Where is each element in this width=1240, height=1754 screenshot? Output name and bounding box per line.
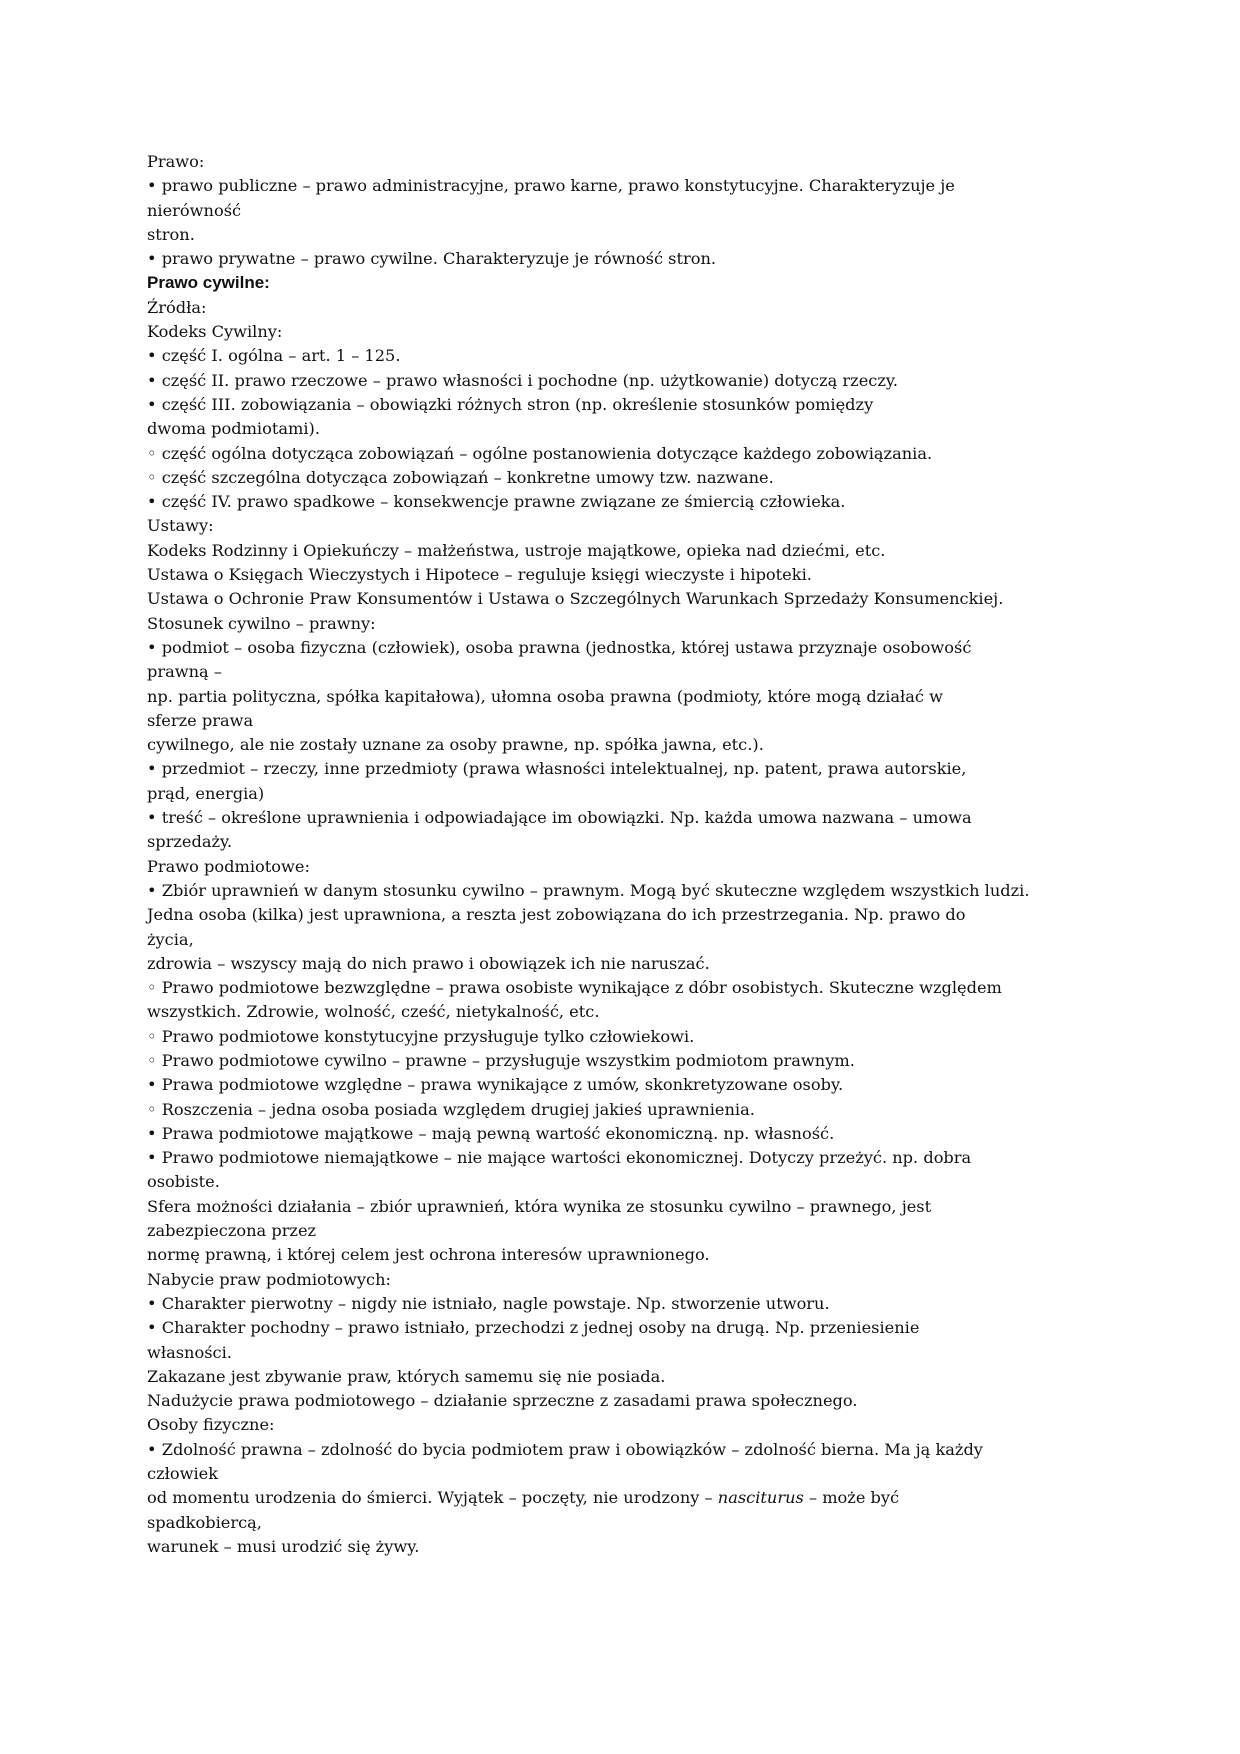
list-item: • Prawo podmiotowe niemajątkowe – nie mające wartości ekonomicznej. Dotyczy przeżyć. np. dobra <box>147 1148 972 1168</box>
text-line: Ustawa o Księgach Wieczystych i Hipotece – reguluje księgi wieczyste i hipoteki. <box>147 565 812 585</box>
section-heading-prawo-cywilne: Prawo cywilne: <box>147 273 270 293</box>
sub-list-item: ◦ Prawo podmiotowe cywilno – prawne – przysługuje wszystkim podmiotom prawnym. <box>147 1050 855 1070</box>
sub-list-item: ◦ Prawo podmiotowe bezwzględne – prawa osobiste wynikające z dóbr osobistych. Skuteczne względem <box>147 978 1002 998</box>
document-page <box>147 150 1087 1559</box>
list-item: • Prawa podmiotowe majątkowe – mają pewną wartość ekonomiczną. np. własność. <box>147 1123 835 1143</box>
text-line-nasciturus <box>147 1486 1087 1510</box>
text-line: Zakazane jest zbywanie praw, których samemu się nie posiada. <box>147 1366 666 1386</box>
list-item: • część IV. prawo spadkowe – konsekwencje prawne związane ze śmiercią człowieka. <box>147 492 846 512</box>
list-item: • prawo publiczne – prawo administracyjne, prawo karne, prawo konstytucyjne. Charakteryzuje je <box>147 176 955 196</box>
text-line: prawną – <box>147 662 222 682</box>
subheading-prawo-podmiotowe: Prawo podmiotowe: <box>147 856 310 876</box>
text-line: nierówność <box>147 200 242 220</box>
text-line: np. partia polityczna, spółka kapitałowa), ułomna osoba prawna (podmioty, które mogą działać w <box>147 686 943 706</box>
text-segment: – może być <box>803 1488 900 1508</box>
subheading-ustawy: Ustawy: <box>147 516 214 536</box>
section-heading-prawo: Prawo: <box>147 152 205 171</box>
list-item: • Charakter pierwotny – nigdy nie istniało, nagle powstaje. Np. stworzenie utworu. <box>147 1293 830 1313</box>
sub-list-item: ◦ część szczególna dotycząca zobowiązań – konkretne umowy tzw. nazwane. <box>147 467 774 487</box>
text-line: sprzedaży. <box>147 832 233 852</box>
text-line: prąd, energia) <box>147 783 265 803</box>
text-line: sferze prawa <box>147 710 254 730</box>
text-line: spadkobiercą, <box>147 1512 262 1532</box>
italic-term: nasciturus <box>717 1488 804 1508</box>
text-line: dwoma podmiotami). <box>147 419 320 439</box>
list-item: • przedmiot – rzeczy, inne przedmioty (prawa własności intelektualnej, np. patent, prawa autorskie, <box>147 759 967 779</box>
subheading-zrodla: Źródła: <box>147 297 207 317</box>
sub-list-item: ◦ część ogólna dotycząca zobowiązań – ogólne postanowienia dotyczące każdego zobowiązania. <box>147 443 933 463</box>
text-line: Sfera możności działania – zbiór uprawnień, która wynika ze stosunku cywilno – prawnego, jest <box>147 1196 932 1216</box>
text-line: stron. <box>147 224 195 244</box>
list-item: • Zbiór uprawnień w danym stosunku cywilno – prawnym. Mogą być skuteczne względem wszystkich ludzi. <box>147 880 1030 900</box>
list-item: • część III. zobowiązania – obowiązki różnych stron (np. określenie stosunków pomiędzy <box>147 394 874 414</box>
list-item: • treść – określone uprawnienia i odpowiadające im obowiązki. Np. każda umowa nazwana – umowa <box>147 808 972 828</box>
text-line: cywilnego, ale nie zostały uznane za osoby prawne, np. spółka jawna, etc.). <box>147 735 764 755</box>
text-segment: od momentu urodzenia do śmierci. Wyjątek – poczęty, nie urodzony – <box>147 1488 718 1508</box>
subheading-osoby-fizyczne: Osoby fizyczne: <box>147 1415 275 1435</box>
text-line: normę prawną, i której celem jest ochrona interesów uprawnionego. <box>147 1245 710 1265</box>
list-item: • Zdolność prawna – zdolność do bycia podmiotem praw i obowiązków – zdolność bierna. Ma ją każdy <box>147 1439 983 1459</box>
text-line: warunek – musi urodzić się żywy. <box>147 1536 420 1556</box>
subheading-kodeks-cywilny: Kodeks Cywilny: <box>147 322 283 342</box>
list-item: • część I. ogólna – art. 1 – 125. <box>147 346 401 366</box>
sub-list-item: ◦ Roszczenia – jedna osoba posiada względem drugiej jakieś uprawnienia. <box>147 1099 755 1119</box>
list-item: • podmiot – osoba fizyczna (człowiek), osoba prawna (jednostka, której ustawa przyznaje osobowość <box>147 637 972 657</box>
list-item: • Prawa podmiotowe względne – prawa wynikające z umów, skonkretyzowane osoby. <box>147 1075 844 1095</box>
text-line: wszystkich. Zdrowie, wolność, cześć, nietykalność, etc. <box>147 1002 600 1022</box>
text-line: życia, <box>147 929 194 949</box>
text-line: Jedna osoba (kilka) jest uprawniona, a reszta jest zobowiązana do ich przestrzegania. Np. prawo do <box>147 905 966 925</box>
subheading-stosunek: Stosunek cywilno – prawny: <box>147 613 376 633</box>
text-line: Nadużycie prawa podmiotowego – działanie sprzeczne z zasadami prawa społecznego. <box>147 1391 858 1411</box>
subheading-nabycie: Nabycie praw podmiotowych: <box>147 1269 391 1289</box>
text-line: Kodeks Rodzinny i Opiekuńczy – małżeństwa, ustroje majątkowe, opieka nad dziećmi, etc. <box>147 540 886 560</box>
text-line: osobiste. <box>147 1172 220 1192</box>
text-line: Ustawa o Ochronie Praw Konsumentów i Ustawa o Szczególnych Warunkach Sprzedaży Konsumenckiej. <box>147 589 1004 609</box>
list-item: • Charakter pochodny – prawo istniało, przechodzi z jednej osoby na drugą. Np. przeniesienie <box>147 1318 920 1338</box>
text-line: zabezpieczona przez <box>147 1221 317 1241</box>
sub-list-item: ◦ Prawo podmiotowe konstytucyjne przysługuje tylko człowiekowi. <box>147 1026 695 1046</box>
list-item: • prawo prywatne – prawo cywilne. Charakteryzuje je równość stron. <box>147 249 717 269</box>
text-line: zdrowia – wszyscy mają do nich prawo i obowiązek ich nie naruszać. <box>147 953 710 973</box>
text-line: człowiek <box>147 1464 219 1484</box>
list-item: • część II. prawo rzeczowe – prawo własności i pochodne (np. użytkowanie) dotyczą rzeczy. <box>147 370 899 390</box>
text-line: własności. <box>147 1342 232 1362</box>
